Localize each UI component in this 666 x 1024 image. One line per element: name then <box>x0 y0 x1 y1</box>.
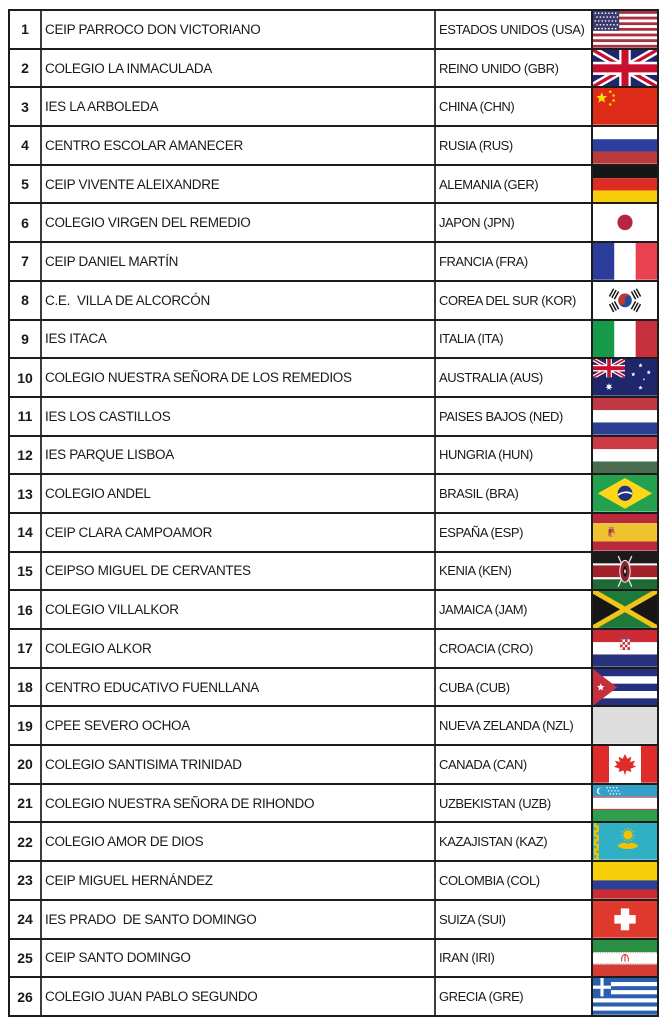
country-name: RUSIA (RUS) <box>436 127 593 164</box>
colombia-flag-icon <box>593 862 657 899</box>
uk-flag-icon <box>593 50 657 87</box>
table-row <box>10 978 657 1015</box>
school-name: CEIP VIVENTE ALEIXANDRE <box>42 166 436 203</box>
switzerland-flag-icon <box>593 901 657 938</box>
table-row <box>10 321 657 360</box>
school-name: CEIP DANIEL MARTÍN <box>42 243 436 280</box>
usa-flag-icon <box>593 11 657 48</box>
new-zealand-flag-icon <box>593 707 657 744</box>
canada-flag-icon <box>593 746 657 783</box>
table-row <box>10 359 657 398</box>
country-name: CANADA (CAN) <box>436 746 593 783</box>
country-name: ALEMANIA (GER) <box>436 166 593 203</box>
italy-flag-icon <box>593 321 657 358</box>
table-row <box>10 50 657 89</box>
country-name: ITALIA (ITA) <box>436 321 593 358</box>
table-row <box>10 669 657 708</box>
kazakhstan-flag-icon <box>593 823 657 860</box>
row-number: 25 <box>10 940 42 977</box>
table-row <box>10 204 657 243</box>
row-number: 19 <box>10 707 42 744</box>
school-name: IES PRADO DE SANTO DOMINGO <box>42 901 436 938</box>
school-name: IES PARQUE LISBOA <box>42 437 436 474</box>
france-flag-icon <box>593 243 657 280</box>
south-korea-flag-icon <box>593 282 657 319</box>
table-row <box>10 88 657 127</box>
school-name: COLEGIO VIRGEN DEL REMEDIO <box>42 204 436 241</box>
school-name: CPEE SEVERO OCHOA <box>42 707 436 744</box>
hungary-flag-icon <box>593 437 657 474</box>
cuba-flag-icon <box>593 669 657 706</box>
school-name: COLEGIO AMOR DE DIOS <box>42 823 436 860</box>
row-number: 17 <box>10 630 42 667</box>
australia-flag-icon <box>593 359 657 396</box>
row-number: 3 <box>10 88 42 125</box>
uzbekistan-flag-icon <box>593 785 657 822</box>
row-number: 8 <box>10 282 42 319</box>
school-name: CEIP MIGUEL HERNÁNDEZ <box>42 862 436 899</box>
row-number: 9 <box>10 321 42 358</box>
country-name: HUNGRIA (HUN) <box>436 437 593 474</box>
kenya-flag-icon <box>593 553 657 590</box>
table-row <box>10 862 657 901</box>
school-name: IES LOS CASTILLOS <box>42 398 436 435</box>
greece-flag-icon <box>593 978 657 1015</box>
row-number: 16 <box>10 591 42 628</box>
country-name: REINO UNIDO (GBR) <box>436 50 593 87</box>
row-number: 22 <box>10 823 42 860</box>
row-number: 20 <box>10 746 42 783</box>
table-row <box>10 243 657 282</box>
country-name: COLOMBIA (COL) <box>436 862 593 899</box>
row-number: 15 <box>10 553 42 590</box>
table-row <box>10 11 657 50</box>
school-name: COLEGIO ALKOR <box>42 630 436 667</box>
school-name: COLEGIO NUESTRA SEÑORA DE RIHONDO <box>42 785 436 822</box>
country-name: NUEVA ZELANDA (NZL) <box>436 707 593 744</box>
table-row <box>10 591 657 630</box>
table-row <box>10 940 657 979</box>
country-name: AUSTRALIA (AUS) <box>436 359 593 396</box>
country-name: ESTADOS UNIDOS (USA) <box>436 11 593 48</box>
school-name: CEIP PARROCO DON VICTORIANO <box>42 11 436 48</box>
table-row <box>10 127 657 166</box>
row-number: 23 <box>10 862 42 899</box>
china-flag-icon <box>593 88 657 125</box>
row-number: 4 <box>10 127 42 164</box>
school-name: COLEGIO LA INMACULADA <box>42 50 436 87</box>
country-name: JAMAICA (JAM) <box>436 591 593 628</box>
row-number: 18 <box>10 669 42 706</box>
row-number: 13 <box>10 475 42 512</box>
table-row <box>10 166 657 205</box>
country-name: CHINA (CHN) <box>436 88 593 125</box>
country-name: COREA DEL SUR (KOR) <box>436 282 593 319</box>
row-number: 1 <box>10 11 42 48</box>
school-name: CENTRO ESCOLAR AMANECER <box>42 127 436 164</box>
row-number: 6 <box>10 204 42 241</box>
croatia-flag-icon <box>593 630 657 667</box>
japan-flag-icon <box>593 204 657 241</box>
table-row <box>10 630 657 669</box>
country-name: CROACIA (CRO) <box>436 630 593 667</box>
school-name: CEIP SANTO DOMINGO <box>42 940 436 977</box>
table-row <box>10 785 657 824</box>
table-row <box>10 514 657 553</box>
row-number: 26 <box>10 978 42 1015</box>
netherlands-flag-icon <box>593 398 657 435</box>
school-name: CEIPSO MIGUEL DE CERVANTES <box>42 553 436 590</box>
school-name: COLEGIO SANTISIMA TRINIDAD <box>42 746 436 783</box>
iran-flag-icon <box>593 940 657 977</box>
country-name: SUIZA (SUI) <box>436 901 593 938</box>
table-row <box>10 437 657 476</box>
jamaica-flag-icon <box>593 591 657 628</box>
school-name: COLEGIO NUESTRA SEÑORA DE LOS REMEDIOS <box>42 359 436 396</box>
russia-flag-icon <box>593 127 657 164</box>
table-row <box>10 823 657 862</box>
country-name: FRANCIA (FRA) <box>436 243 593 280</box>
country-name: GRECIA (GRE) <box>436 978 593 1015</box>
row-number: 12 <box>10 437 42 474</box>
spain-flag-icon <box>593 514 657 551</box>
school-name: COLEGIO JUAN PABLO SEGUNDO <box>42 978 436 1015</box>
country-name: PAISES BAJOS (NED) <box>436 398 593 435</box>
row-number: 21 <box>10 785 42 822</box>
row-number: 14 <box>10 514 42 551</box>
row-number: 24 <box>10 901 42 938</box>
country-name: UZBEKISTAN (UZB) <box>436 785 593 822</box>
table-row <box>10 707 657 746</box>
school-name: CENTRO EDUCATIVO FUENLLANA <box>42 669 436 706</box>
table-row <box>10 398 657 437</box>
country-name: IRAN (IRI) <box>436 940 593 977</box>
table-row <box>10 901 657 940</box>
country-name: BRASIL (BRA) <box>436 475 593 512</box>
country-name: KAZAJISTAN (KAZ) <box>436 823 593 860</box>
country-name: KENIA (KEN) <box>436 553 593 590</box>
row-number: 7 <box>10 243 42 280</box>
brazil-flag-icon <box>593 475 657 512</box>
row-number: 11 <box>10 398 42 435</box>
germany-flag-icon <box>593 166 657 203</box>
school-name: C.E. VILLA DE ALCORCÓN <box>42 282 436 319</box>
row-number: 5 <box>10 166 42 203</box>
school-name: CEIP CLARA CAMPOAMOR <box>42 514 436 551</box>
table-row <box>10 746 657 785</box>
country-name: JAPON (JPN) <box>436 204 593 241</box>
row-number: 2 <box>10 50 42 87</box>
row-number: 10 <box>10 359 42 396</box>
school-name: IES LA ARBOLEDA <box>42 88 436 125</box>
school-name: COLEGIO VILLALKOR <box>42 591 436 628</box>
school-name: COLEGIO ANDEL <box>42 475 436 512</box>
table-row <box>10 282 657 321</box>
school-country-table <box>8 9 659 1017</box>
table-row <box>10 475 657 514</box>
table-row <box>10 553 657 592</box>
country-name: CUBA (CUB) <box>436 669 593 706</box>
school-name: IES ITACA <box>42 321 436 358</box>
country-name: ESPAÑA (ESP) <box>436 514 593 551</box>
